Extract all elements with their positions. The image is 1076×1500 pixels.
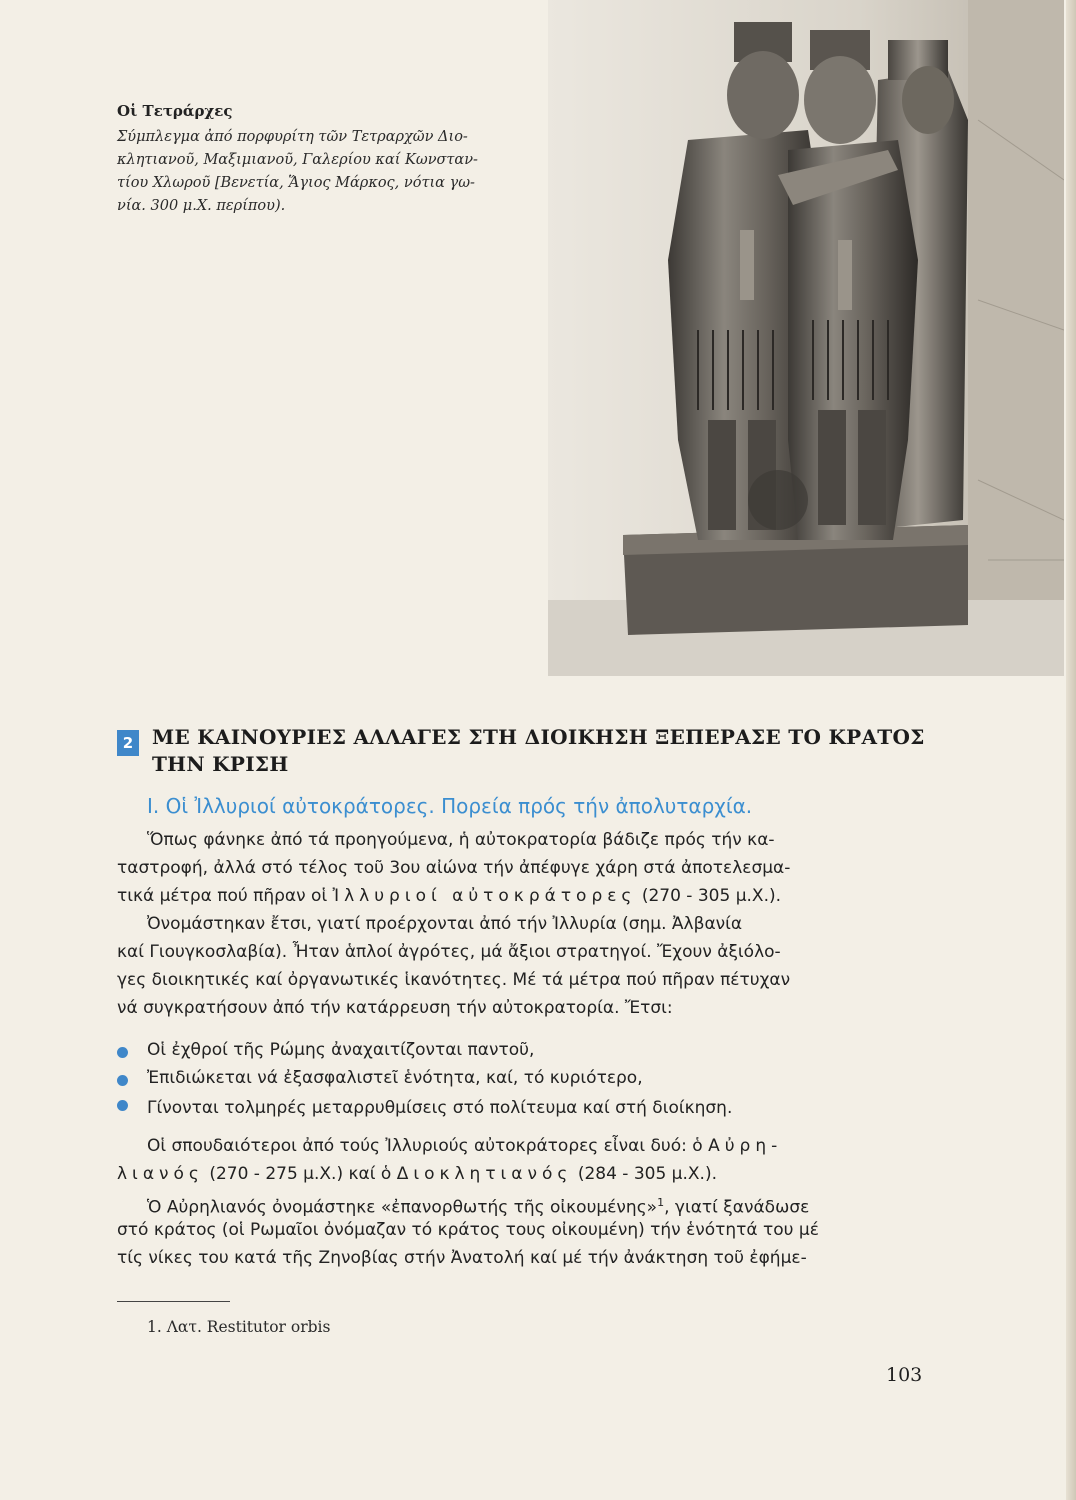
emphasized-term: λιανός bbox=[117, 1164, 204, 1184]
section-title-line: ΜΕ ΚΑΙΝΟΥΡΙΕΣ ΑΛΛΑΓΕΣ ΣΤΗ ΔΙΟΙΚΗΣΗ ΞΕΠΕΡΑΣΕ ΤΟ ΚΡΑΤΟΣ bbox=[152, 725, 925, 749]
tetrarchs-photo bbox=[548, 0, 1064, 676]
text-line bbox=[147, 1134, 782, 1159]
caption-line: τίου Χλωροῦ [Βενετία, Ἅγιος Μάρκος, νότια γω- bbox=[117, 175, 475, 191]
caption-title: Οἱ Τετράρχες bbox=[117, 102, 233, 120]
page-edge bbox=[1066, 0, 1076, 1500]
text-line: στό κράτος (οἱ Ρωμαῖοι ὀνόμαζαν τό κράτος τους οἰκουμένη) τήν ἑνότητά του μέ bbox=[117, 1220, 819, 1240]
text-span: , γιατί ξανάδωσε bbox=[664, 1197, 810, 1218]
text-line: Ὅπως φάνηκε ἀπό τά προηγούμενα, ἡ αὐτοκρατορία βάδιζε πρός τήν κα- bbox=[147, 830, 775, 850]
text-line bbox=[147, 1190, 809, 1221]
footnote: 1. Λατ. Restitutor orbis bbox=[147, 1318, 331, 1336]
bullet-item: Οἱ ἐχθροί τῆς Ρώμης ἀναχαιτίζονται παντοῦ, bbox=[147, 1040, 535, 1060]
caption-line: νία. 300 μ.Χ. περίπου). bbox=[117, 198, 286, 214]
bullet-icon bbox=[117, 1075, 128, 1086]
text-span: τικά μέτρα πού πῆραν οἱ bbox=[117, 886, 328, 906]
subsection-title: Ι. Οἱ Ἰλλυριοί αὐτοκράτορες. Πορεία πρός τήν ἀπολυταρχία. bbox=[147, 794, 753, 818]
text-span: (270 - 305 μ.Χ.). bbox=[641, 886, 782, 906]
text-line: νά συγκρατήσουν ἀπό τήν κατάρρευση τήν αὐτοκρατορία. Ἔτσι: bbox=[117, 998, 673, 1018]
text-line: τίς νίκες του κατά τῆς Ζηνοβίας στήν Ἀνατολή καί μέ τήν ἀνάκτηση τοῦ ἐφήμε- bbox=[117, 1248, 807, 1268]
text-line bbox=[117, 1162, 717, 1187]
tetrarchs-statue-illustration bbox=[548, 0, 1064, 676]
section-title bbox=[152, 724, 972, 778]
section-number-badge: 2 bbox=[117, 730, 139, 756]
caption-line: Σύμπλεγμα ἀπό πορφυρίτη τῶν Τετραρχῶν Διο- bbox=[117, 129, 468, 145]
text-span: (284 - 305 μ.Χ.). bbox=[577, 1164, 717, 1184]
text-line bbox=[117, 884, 781, 909]
emphasized-term: Ἰλλυριοί αὐτοκράτορες bbox=[332, 886, 637, 906]
bullet-icon bbox=[117, 1100, 128, 1111]
text-span: Οἱ σπουδαιότεροι ἀπό τούς Ἰλλυριούς αὐτοκράτορες εἶναι δυό: ὁ bbox=[147, 1136, 703, 1156]
section-title-line: ΤΗΝ ΚΡΙΣΗ bbox=[152, 752, 289, 776]
footnote-divider bbox=[117, 1301, 230, 1302]
bullet-item: Ἐπιδιώκεται νά ἐξασφαλιστεῖ ἑνότητα, καί, τό κυριότερο, bbox=[147, 1068, 643, 1088]
page-number: 103 bbox=[886, 1364, 923, 1386]
emphasized-term: Αὐρη- bbox=[708, 1136, 783, 1156]
figure-caption bbox=[117, 102, 522, 218]
text-span: Ὁ Αὐρηλιανός ὀνομάστηκε «ἐπανορθωτής τῆς οἰκουμένης» bbox=[147, 1197, 658, 1218]
bullet-icon bbox=[117, 1047, 128, 1058]
caption-line: κλητιανοῦ, Μαξιμιανοῦ, Γαλερίου καί Κωνσταν- bbox=[117, 152, 478, 168]
text-line: ταστροφή, ἀλλά στό τέλος τοῦ 3ου αἰώνα τήν ἀπέφυγε χάρη στά ἀποτελεσμα- bbox=[117, 858, 791, 878]
bullet-item: Γίνονται τολμηρές μεταρρυθμίσεις στό πολίτευμα καί στή διοίκηση. bbox=[147, 1098, 733, 1118]
text-line: γες διοικητικές καί ὀργανωτικές ἱκανότητες. Μέ τά μέτρα πού πῆραν πέτυχαν bbox=[117, 970, 791, 990]
text-span: (270 - 275 μ.Χ.) καί ὁ bbox=[209, 1164, 392, 1184]
emphasized-term: Διοκλητιανός bbox=[396, 1164, 573, 1184]
text-line: καί Γιουγκοσλαβία). Ἦταν ἁπλοί ἀγρότες, μά ἄξιοι στρατηγοί. Ἔχουν ἀξιόλο- bbox=[117, 942, 781, 962]
footnote-ref: 1 bbox=[657, 1196, 665, 1209]
text-line: Ὀνομάστηκαν ἔτσι, γιατί προέρχονται ἀπό τήν Ἰλλυρία (σημ. Ἀλβανία bbox=[147, 914, 743, 934]
